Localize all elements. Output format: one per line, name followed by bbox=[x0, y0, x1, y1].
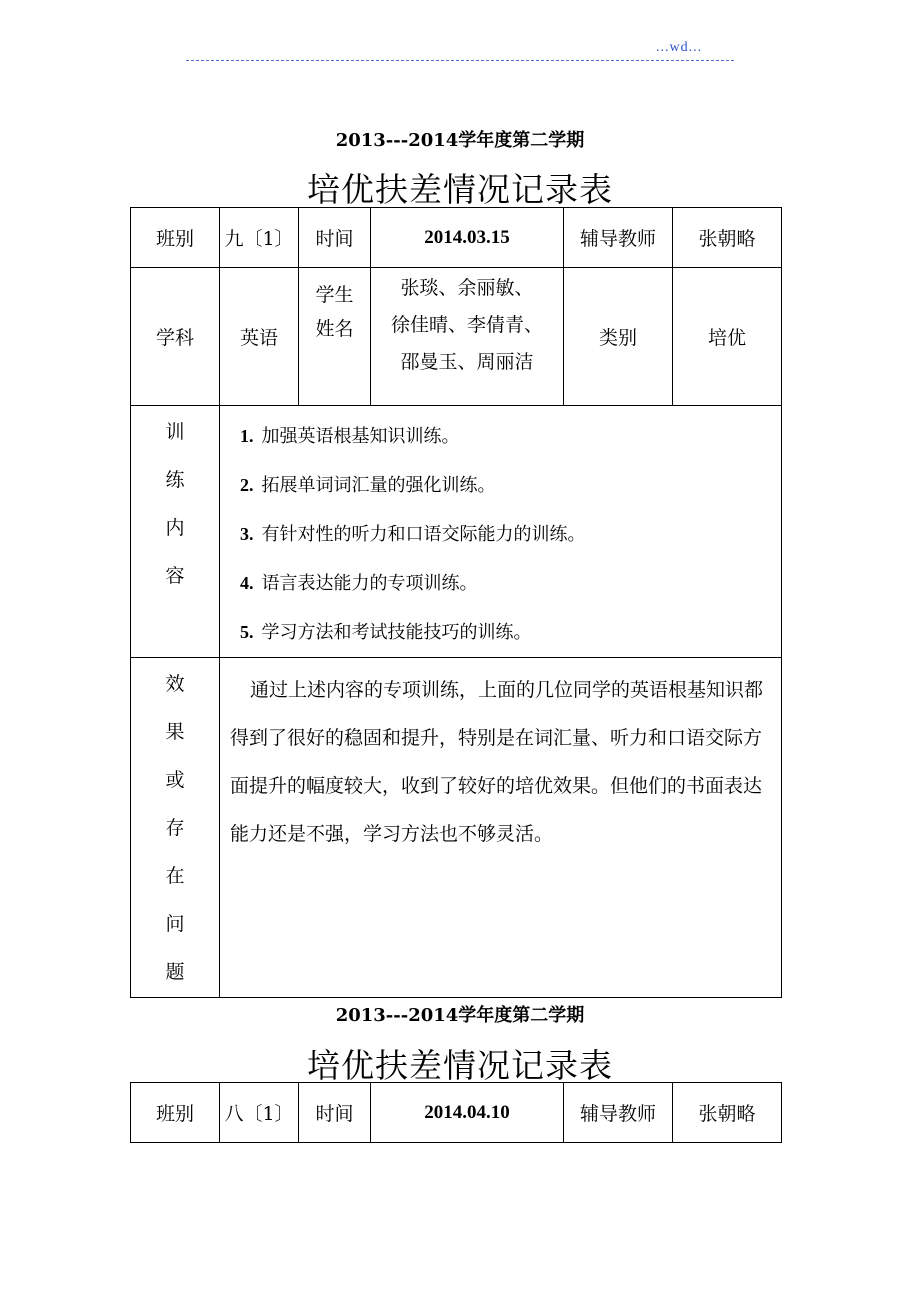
record1-year-line: 2013---2014学年度第二学期 bbox=[335, 130, 585, 151]
effect-content: 通过上述内容的专项训练，上面的几位同学的英语根基知识都得到了很好的稳固和提升，特别是在词汇量、听力和口语交际方面提升的幅度较大，收到了较好的培优效果。但他们的书面表达能力还是不强，学习方法也不够灵活。 bbox=[220, 658, 782, 998]
header-mark: ...wd... bbox=[656, 40, 703, 55]
class-label: 班别 bbox=[131, 208, 220, 268]
class-label: 班别 bbox=[131, 1083, 220, 1143]
training-item: 3. 有针对性的听力和口语交际能力的训练。 bbox=[240, 524, 586, 545]
class-value: 八〔1〕 bbox=[220, 1083, 299, 1143]
training-content bbox=[220, 406, 782, 658]
time-label: 时间 bbox=[299, 1083, 371, 1143]
time-label: 时间 bbox=[299, 208, 371, 268]
header-dashed-rule bbox=[186, 60, 734, 61]
category-label: 类别 bbox=[564, 268, 673, 406]
teacher-value: 张朝略 bbox=[673, 208, 782, 268]
teacher-label: 辅导教师 bbox=[564, 1083, 673, 1143]
teacher-value: 张朝略 bbox=[673, 1083, 782, 1143]
effect-label: 效 果 或 存 在 问 题 bbox=[131, 658, 220, 998]
training-item: 5. 学习方法和考试技能技巧的训练。 bbox=[240, 622, 532, 643]
teacher-label: 辅导教师 bbox=[564, 208, 673, 268]
student-names: 张琰、余丽敏、 徐佳晴、李倩青、 邵曼玉、周丽洁 bbox=[371, 268, 564, 406]
training-item: 2. 拓展单词词汇量的强化训练。 bbox=[240, 475, 496, 496]
subject-value: 英语 bbox=[220, 268, 299, 406]
record2-title: 培优扶差情况记录表 bbox=[307, 1046, 613, 1085]
student-label: 学生 姓名 bbox=[299, 268, 371, 406]
record1-title: 培优扶差情况记录表 bbox=[307, 170, 613, 209]
training-item: 4. 语言表达能力的专项训练。 bbox=[240, 573, 478, 594]
date-value: 2014.03.15 bbox=[371, 208, 564, 268]
subject-label: 学科 bbox=[131, 268, 220, 406]
class-value: 九〔1〕 bbox=[220, 208, 299, 268]
record1-table bbox=[130, 207, 782, 998]
date-value: 2014.04.10 bbox=[371, 1083, 564, 1143]
record2-table bbox=[130, 1082, 782, 1143]
category-value: 培优 bbox=[673, 268, 782, 406]
training-label: 训 练 内 容 bbox=[131, 406, 220, 658]
record2-year-line: 2013---2014学年度第二学期 bbox=[335, 1005, 585, 1026]
training-item: 1. 加强英语根基知识训练。 bbox=[240, 426, 460, 447]
